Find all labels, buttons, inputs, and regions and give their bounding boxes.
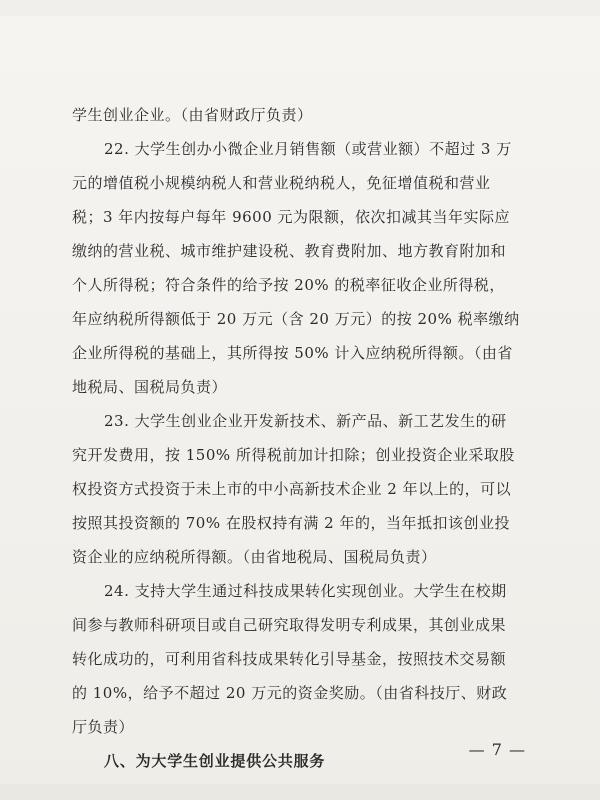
text-line: 年应纳税所得额低于 20 万元（含 20 万元）的按 20% 税率缴纳 <box>72 310 520 328</box>
text-line: 24. 支持大学生通过科技成果转化实现创业。大学生在校期 <box>104 582 507 600</box>
text-line: 元的增值税小规模纳税人和营业税纳税人，免征增值税和营业 <box>72 174 491 192</box>
text-line: 缴纳的营业税、城市维护建设税、教育费附加、地方教育附加和 <box>72 242 507 260</box>
text-line: 个人所得税；符合条件的给予按 20% 的税率征收企业所得税， <box>72 276 505 294</box>
text-line: 厅负责） <box>72 718 135 736</box>
text-line: 22. 大学生创办小微企业月销售额（或营业额）不超过 3 万 <box>104 140 512 158</box>
page-number: — 7 — <box>468 740 526 759</box>
document-body <box>72 98 542 778</box>
top-edge-shadow <box>0 0 600 16</box>
text-line: 企业所得税的基础上，其所得按 50% 计入应纳税所得额。（由省 <box>72 344 513 362</box>
text-line: 23. 大学生创业企业开发新技术、新产品、新工艺发生的研 <box>104 412 507 430</box>
text-line: 转化成功的，可利用省科技成果转化引导基金，按照技术交易额 <box>72 650 507 668</box>
text-line: 的 10%，给予不超过 20 万元的资金奖励。（由省科技厅、财政 <box>72 684 508 702</box>
text-line: 间参与教师科研项目或自己研究取得发明专利成果，其创业成果 <box>72 616 507 634</box>
text-line: 按照其投资额的 70% 在股权持有满 2 年的，当年抵扣该创业投 <box>72 514 510 532</box>
text-line: 究开发费用，按 150% 所得税前加计扣除；创业投资企业采取股 <box>72 446 515 464</box>
bottom-edge-shadow <box>0 784 600 800</box>
text-line: 学生创业企业。（由省财政厅负责） <box>72 106 313 124</box>
text-line: 资企业的应纳税所得额。（由省地税局、国税局负责） <box>72 548 437 566</box>
text-line: 权投资方式投资于未上市的中小高新技术企业 2 年以上的，可以 <box>72 480 512 498</box>
text-line: 税；3 年内按每户每年 9600 元为限额，依次扣减其当年实际应 <box>72 208 511 226</box>
text-line: 地税局、国税局负责） <box>72 378 228 396</box>
section-heading: 八、为大学生创业提供公共服务 <box>104 752 326 770</box>
